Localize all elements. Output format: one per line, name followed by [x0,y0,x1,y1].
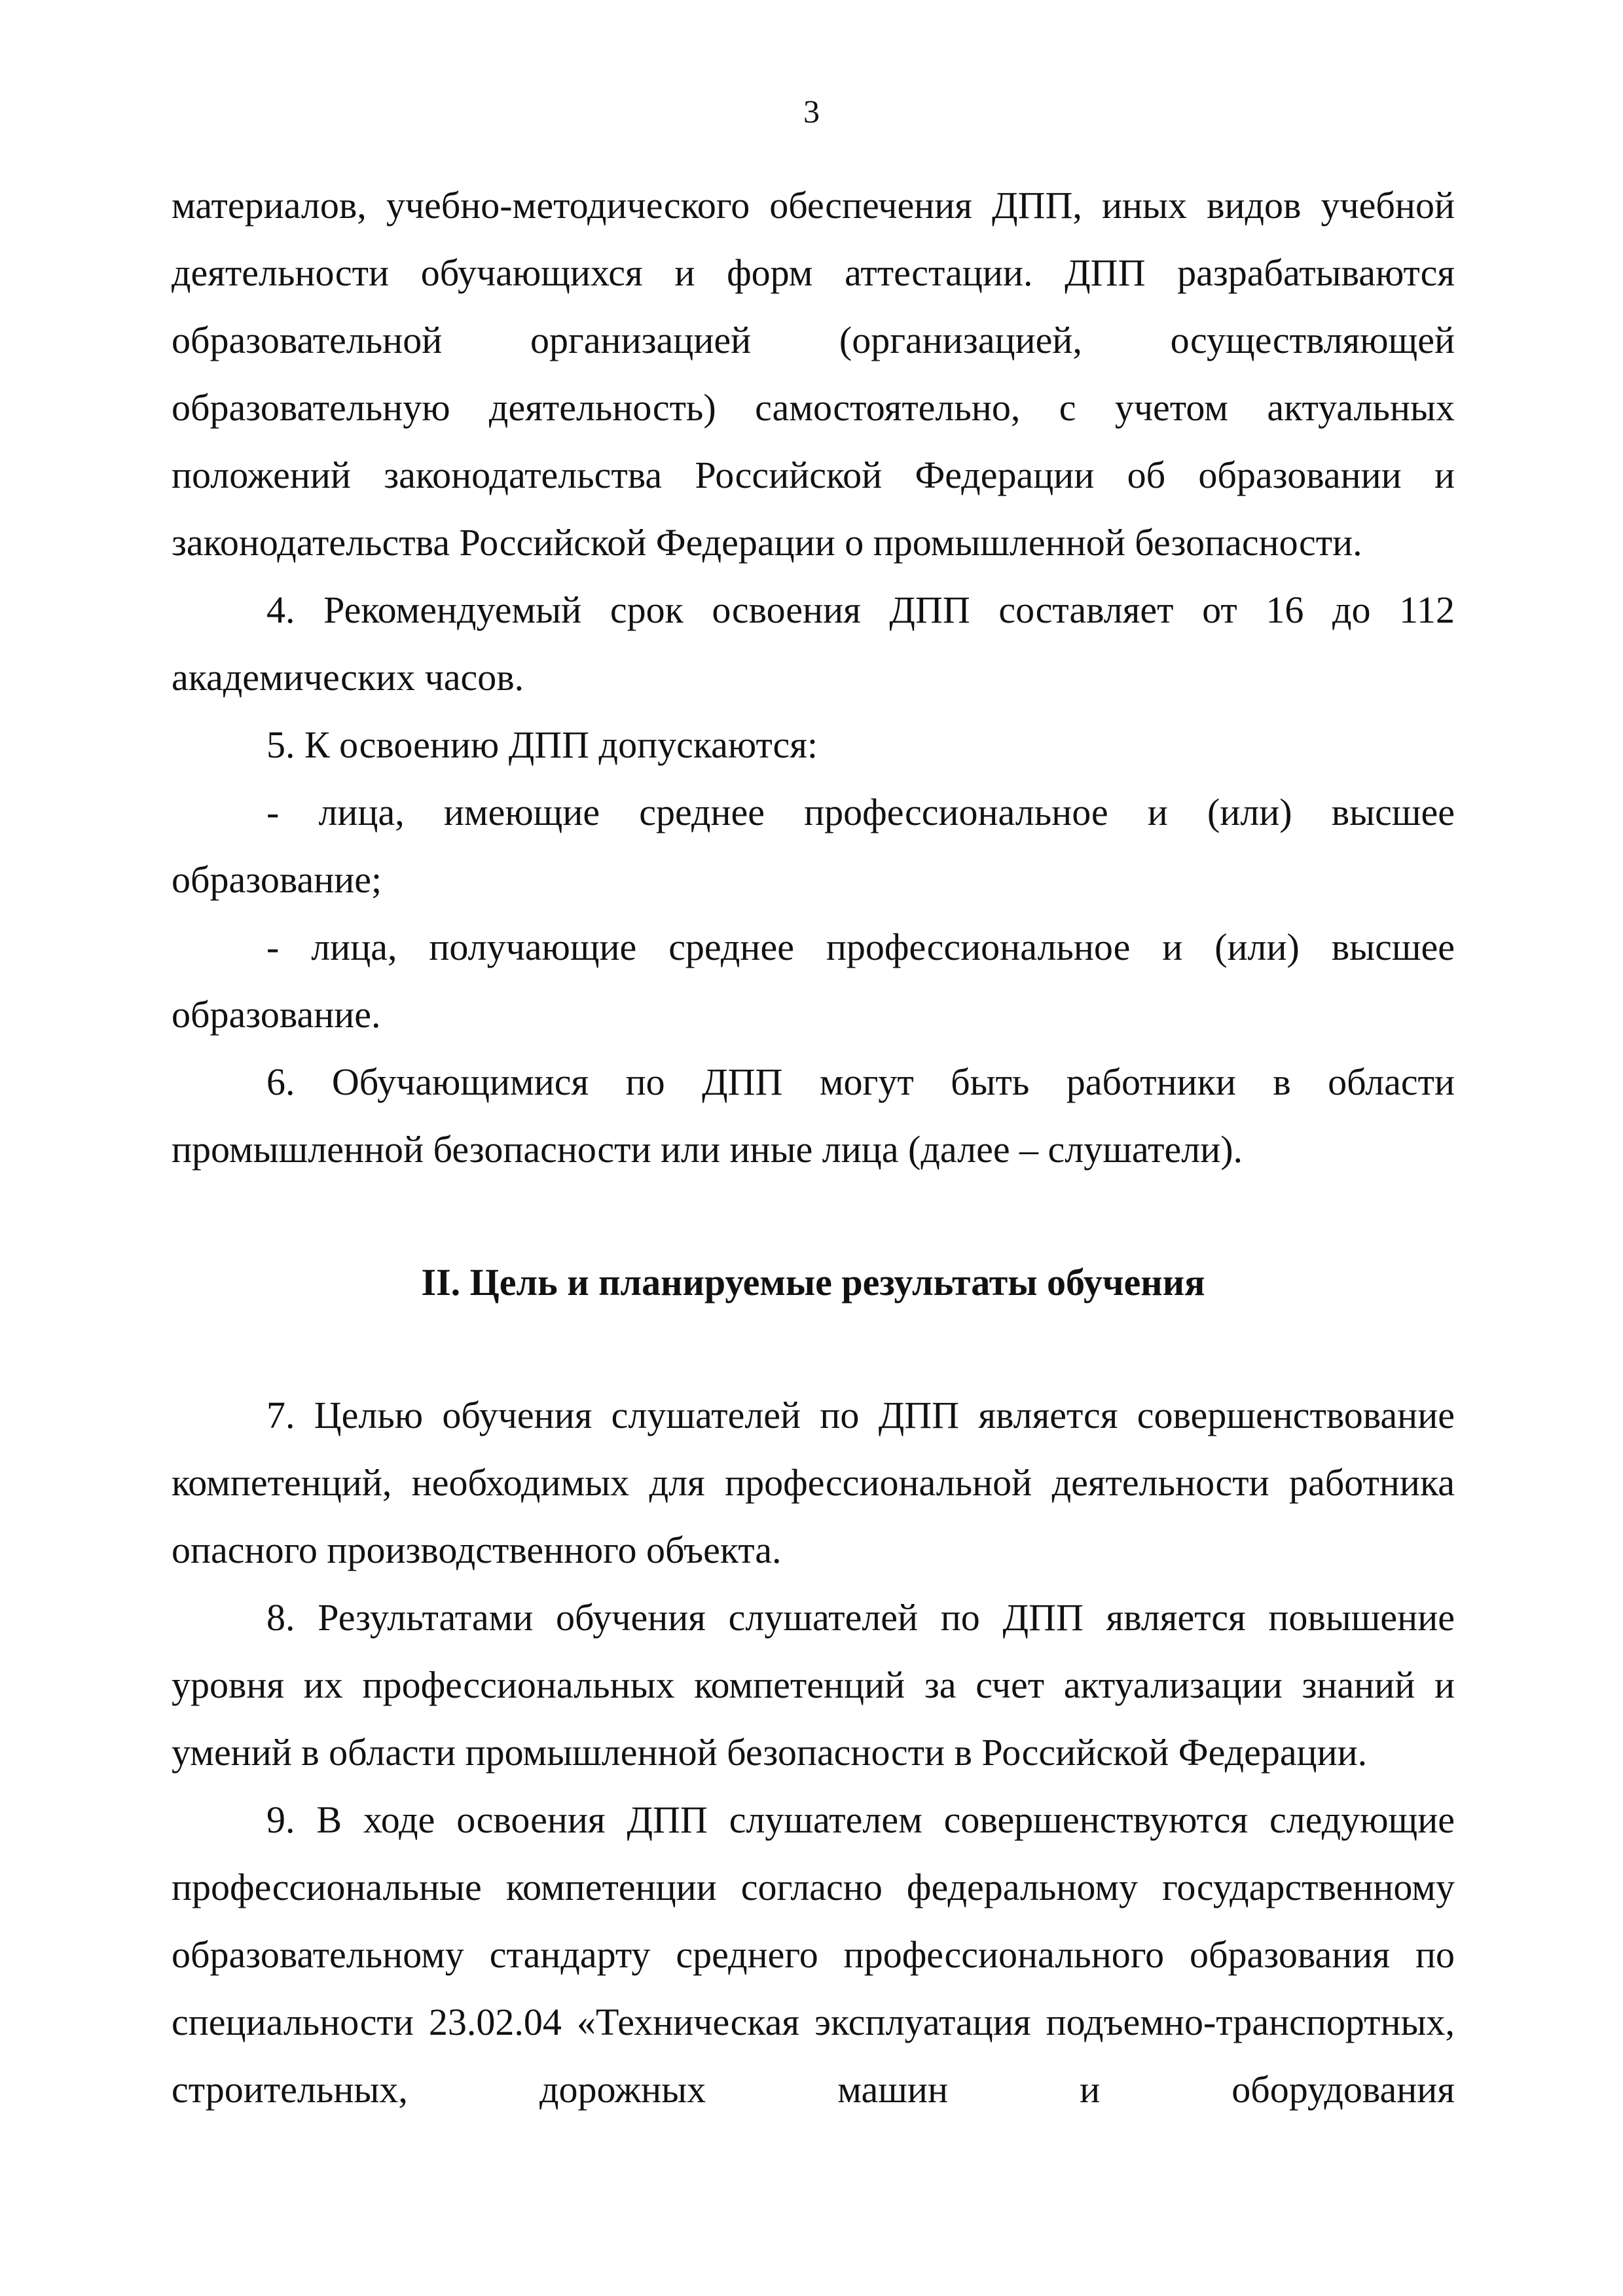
page-number: 3 [803,93,820,130]
paragraph-item-5: 5. К освоению ДПП допускаются: [266,723,818,766]
list-item-obtained-education: - лица, имеющие среднее профессиональное и (или) высшее образование; [172,791,1455,901]
paragraph-item-6: 6. Обучающимися по ДПП могут быть работники в области промышленной безопасности или иные лица (далее – слушатели). [172,1061,1455,1171]
paragraph-item-9: 9. В ходе освоения ДПП слушателем совершенствуются следующие профессиональные компетенции согласно федеральному государственному образовательному стандарту среднего профессионального образования по специальности 23.02.04 «Техническая эксплуатация подъемно-транспортных, строительных, дорожных машин и оборудования [172,1798,1455,2111]
paragraph-item-7: 7. Целью обучения слушателей по ДПП является совершенствование компетенций, необходимых для профессиональной деятельности работника опасного производственного объекта. [172,1394,1455,1571]
paragraph-continuation: материалов, учебно-методического обеспечения ДПП, иных видов учебной деятельности обучающихся и форм аттестации. ДПП разрабатываются образовательной организацией (организацией, осуществляющей образовательную деятельность) самостоятельно, с учетом актуальных положений законодательства Российской Федерации об образовании и законодательства Российской Федерации о промышленной безопасности. [172,184,1455,564]
list-item-obtaining-education: - лица, получающие среднее профессиональное и (или) высшее образование. [172,926,1455,1036]
paragraph-item-4: 4. Рекомендуемый срок освоения ДПП составляет от 16 до 112 академических часов. [172,589,1455,699]
paragraph-item-8: 8. Результатами обучения слушателей по ДПП является повышение уровня их профессиональных компетенций за счет актуализации знаний и умений в области промышленной безопасности в Российской Федерации. [172,1596,1455,1774]
section-heading: II. Цель и планируемые результаты обучения [421,1261,1205,1303]
document-body [172,172,1455,2123]
